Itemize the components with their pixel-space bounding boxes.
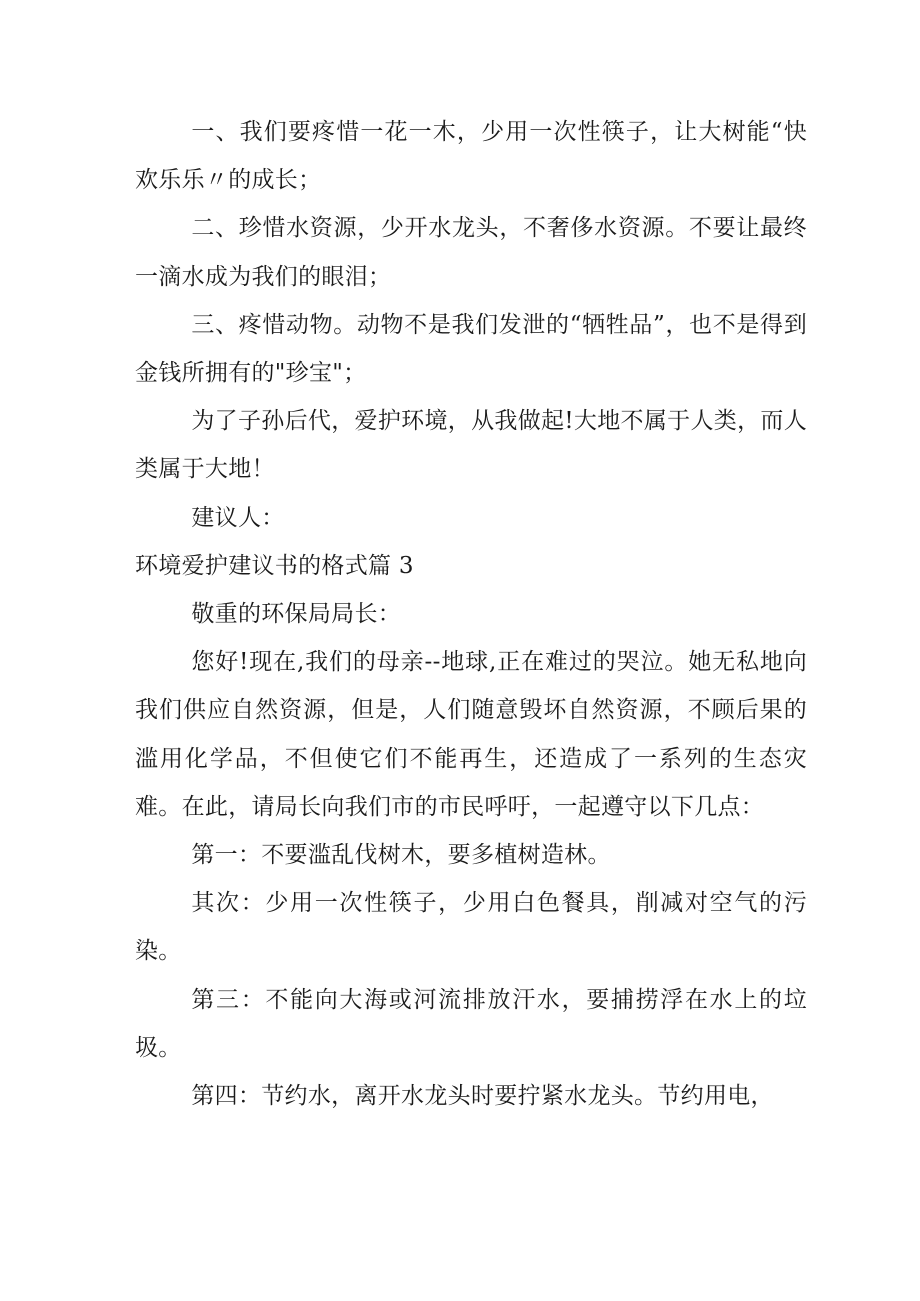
paragraph-point-third: 第三：不能向大海或河流排放汗水，要捕捞浮在水上的垃圾。 (135, 986, 807, 1061)
paragraph-save-water: 二、珍惜水资源，少开水龙头，不奢侈水资源。不要让最终一滴水成为我们的眼泪； (135, 215, 807, 290)
paragraph-point-first: 第一：不要滥乱伐树木，要多植树造林。 (191, 842, 611, 869)
paragraph-point-fourth: 第四：节约水，离开水龙头时要拧紧水龙头。节约用电， (191, 1083, 774, 1110)
paragraph-conclusion: 为了子孙后代，爱护环境，从我做起!大地不属于人类，而人类属于大地！ (135, 408, 807, 483)
paragraph-point-second: 其次：少用一次性筷子，少用白色餐具，削减对空气的污染。 (135, 890, 807, 965)
section-heading: 环境爱护建议书的格式篇 3 (135, 552, 414, 579)
paragraph-salutation: 敬重的环保局局长： (191, 601, 402, 628)
paragraph-protect-animals: 三、疼惜动物。动物不是我们发泄的“牺牲品”，也不是得到金钱所拥有的"珍宝"； (135, 311, 807, 387)
document-body (135, 108, 807, 1120)
paragraph-protect-plants: 一、我们要疼惜一花一木，少用一次性筷子，让大树能“快欢乐乐〃的成长； (135, 119, 807, 194)
paragraph-signature: 建议人： (191, 504, 285, 531)
paragraph-greeting: 您好!现在,我们的母亲--地球,正在难过的哭泣。她无私地向我们供应自然资源，但是，人们随意毁坏自然资源，不顾后果的滥用化学品，不但使它们不能再生，还造成了一系列的生态灾难。在此，请局长向我们市的市民呼吁，一起遵守以下几点： (135, 649, 807, 820)
